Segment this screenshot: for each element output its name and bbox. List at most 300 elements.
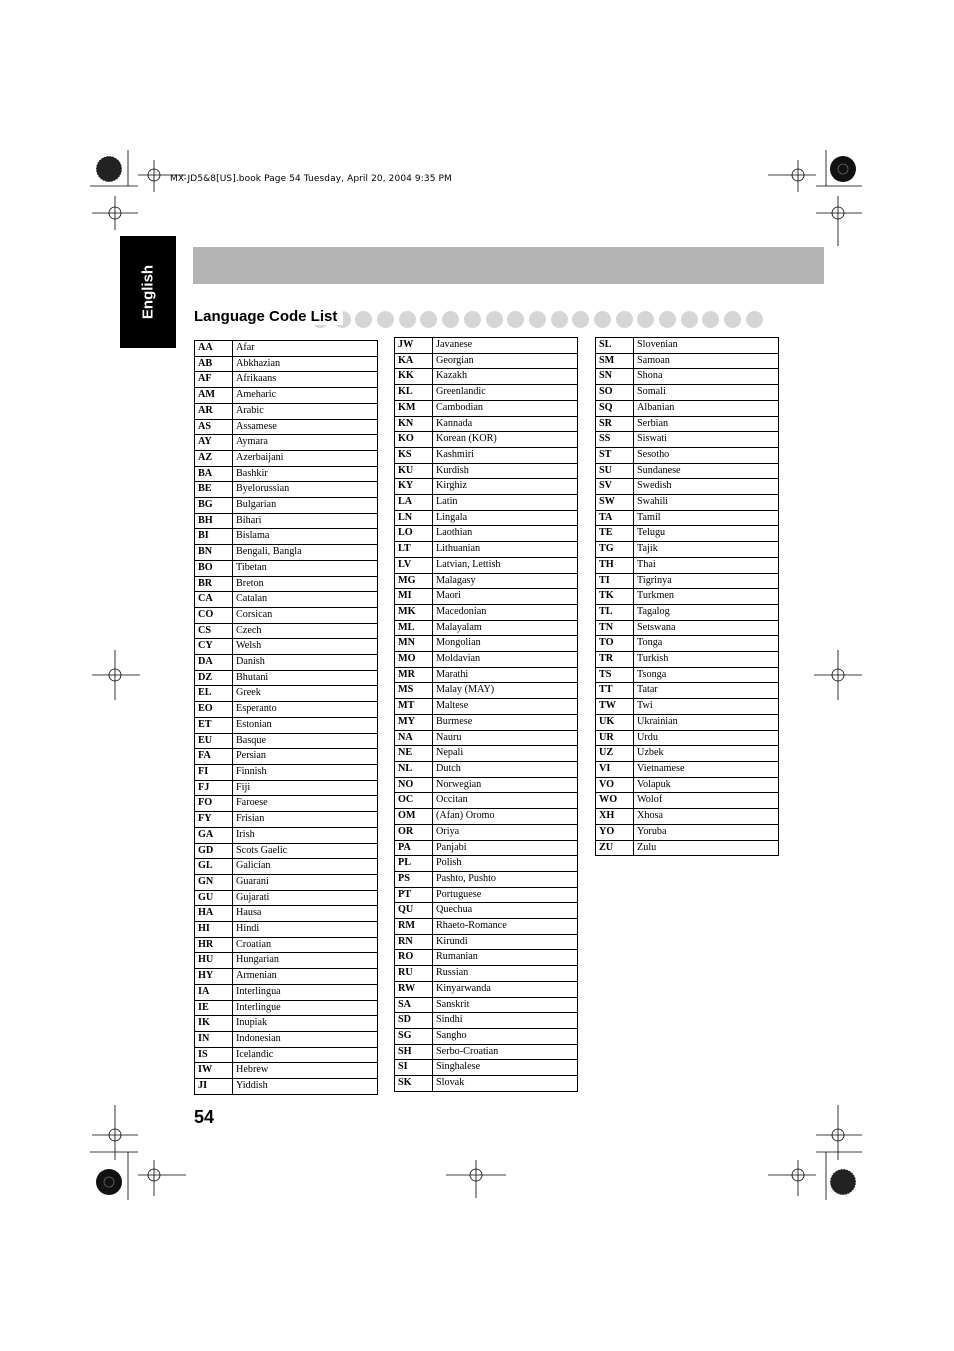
language-code: TK	[596, 589, 634, 605]
language-name: Bhutani	[233, 670, 378, 686]
language-name: Icelandic	[233, 1047, 378, 1063]
table-row	[596, 416, 779, 432]
code-table-3	[595, 337, 779, 856]
table-row	[395, 777, 578, 793]
language-code: IA	[195, 984, 233, 1000]
table-row	[395, 950, 578, 966]
language-code: CY	[195, 639, 233, 655]
table-row	[395, 526, 578, 542]
language-code: AB	[195, 356, 233, 372]
language-code: BN	[195, 545, 233, 561]
language-name: Sangho	[433, 1028, 578, 1044]
language-name: Maori	[433, 589, 578, 605]
table-row	[596, 573, 779, 589]
language-code: TT	[596, 683, 634, 699]
language-code: AM	[195, 388, 233, 404]
language-code: FA	[195, 749, 233, 765]
decorative-dot	[377, 311, 394, 328]
table-row	[596, 526, 779, 542]
language-name: Albanian	[634, 400, 779, 416]
language-name: Zulu	[634, 840, 779, 856]
language-code: GA	[195, 827, 233, 843]
side-tab-label: English	[139, 264, 157, 320]
table-row	[195, 1047, 378, 1063]
table-row	[596, 824, 779, 840]
table-row	[195, 859, 378, 875]
language-name: Yoruba	[634, 824, 779, 840]
decorative-dot	[659, 311, 676, 328]
language-name: Georgian	[433, 353, 578, 369]
language-name: Kirghiz	[433, 479, 578, 495]
table-row	[195, 812, 378, 828]
language-name: Guarani	[233, 874, 378, 890]
language-name: Czech	[233, 623, 378, 639]
language-name: Bengali, Bangla	[233, 545, 378, 561]
table-row	[596, 840, 779, 856]
table-row	[596, 447, 779, 463]
table-row	[596, 353, 779, 369]
table-row	[395, 510, 578, 526]
language-code: KY	[395, 479, 433, 495]
language-name: Persian	[233, 749, 378, 765]
language-code: TN	[596, 620, 634, 636]
language-code: UK	[596, 714, 634, 730]
language-code: KK	[395, 369, 433, 385]
language-name: Cambodian	[433, 400, 578, 416]
decorative-dot	[616, 311, 633, 328]
table-row	[596, 542, 779, 558]
table-row	[395, 840, 578, 856]
language-name: Indonesian	[233, 1031, 378, 1047]
table-row	[195, 874, 378, 890]
language-code: LO	[395, 526, 433, 542]
table-row	[395, 652, 578, 668]
table-row	[395, 557, 578, 573]
table-row	[395, 604, 578, 620]
page-number: 54	[194, 1107, 215, 1127]
language-code: LN	[395, 510, 433, 526]
language-code: SV	[596, 479, 634, 495]
table-row	[195, 1000, 378, 1016]
decorative-dot	[746, 311, 763, 328]
language-name: Faroese	[233, 796, 378, 812]
language-code: FO	[195, 796, 233, 812]
language-code: NA	[395, 730, 433, 746]
table-row	[195, 827, 378, 843]
language-code: HA	[195, 906, 233, 922]
language-name: Aymara	[233, 435, 378, 451]
language-name: Bihari	[233, 513, 378, 529]
language-name: Malay (MAY)	[433, 683, 578, 699]
table-row	[195, 843, 378, 859]
decorative-dot	[464, 311, 481, 328]
language-code: ET	[195, 717, 233, 733]
language-name: Tsonga	[634, 667, 779, 683]
language-name: Afrikaans	[233, 372, 378, 388]
language-name: Bulgarian	[233, 498, 378, 514]
language-code: AS	[195, 419, 233, 435]
language-name: Yiddish	[233, 1079, 378, 1095]
language-code: MK	[395, 604, 433, 620]
language-name: Tagalog	[634, 604, 779, 620]
table-row	[596, 495, 779, 511]
language-name: Tigrinya	[634, 573, 779, 589]
language-name: Ameharic	[233, 388, 378, 404]
language-name: Turkish	[634, 652, 779, 668]
language-name: Corsican	[233, 607, 378, 623]
section-title: Language Code List	[194, 308, 343, 325]
language-code: CS	[195, 623, 233, 639]
language-name: Siswati	[634, 432, 779, 448]
language-code: SW	[596, 495, 634, 511]
table-row	[596, 652, 779, 668]
language-code: SU	[596, 463, 634, 479]
language-name: Azerbaijani	[233, 450, 378, 466]
decorative-dot	[529, 311, 546, 328]
language-code: NE	[395, 746, 433, 762]
table-row	[195, 764, 378, 780]
language-code: FI	[195, 764, 233, 780]
language-code: MR	[395, 667, 433, 683]
language-name: Russian	[433, 966, 578, 982]
table-row	[596, 604, 779, 620]
language-code: YO	[596, 824, 634, 840]
language-code: IE	[195, 1000, 233, 1016]
table-row	[596, 809, 779, 825]
table-row	[195, 702, 378, 718]
language-name: Serbian	[634, 416, 779, 432]
language-side-tab	[120, 236, 176, 348]
language-code: SQ	[596, 400, 634, 416]
language-code: IW	[195, 1063, 233, 1079]
language-name: Tatar	[634, 683, 779, 699]
table-row	[195, 733, 378, 749]
language-name: Norwegian	[433, 777, 578, 793]
table-row	[395, 981, 578, 997]
language-code: MY	[395, 714, 433, 730]
language-code: BA	[195, 466, 233, 482]
table-row	[395, 730, 578, 746]
table-row	[195, 655, 378, 671]
language-code: EU	[195, 733, 233, 749]
language-name: Serbo-Croatian	[433, 1044, 578, 1060]
table-row	[395, 761, 578, 777]
decorative-dot	[420, 311, 437, 328]
language-name: Volapuk	[634, 777, 779, 793]
language-code: BE	[195, 482, 233, 498]
table-row	[195, 796, 378, 812]
language-name: Twi	[634, 699, 779, 715]
language-name: Tibetan	[233, 560, 378, 576]
table-row	[195, 670, 378, 686]
table-row	[195, 576, 378, 592]
language-name: Ukrainian	[634, 714, 779, 730]
table-row	[395, 699, 578, 715]
language-code: ML	[395, 620, 433, 636]
table-row	[395, 369, 578, 385]
table-row	[395, 385, 578, 401]
language-code: EO	[195, 702, 233, 718]
table-row	[395, 887, 578, 903]
table-row	[195, 466, 378, 482]
table-row	[395, 667, 578, 683]
language-name: Malayalam	[433, 620, 578, 636]
language-code: ST	[596, 447, 634, 463]
table-row	[395, 856, 578, 872]
decorative-dot	[702, 311, 719, 328]
language-name: Interlingua	[233, 984, 378, 1000]
language-code: RU	[395, 966, 433, 982]
language-code: RO	[395, 950, 433, 966]
language-name: Rumanian	[433, 950, 578, 966]
language-code: ZU	[596, 840, 634, 856]
language-name: Interlingue	[233, 1000, 378, 1016]
language-code: SH	[395, 1044, 433, 1060]
language-code: JI	[195, 1079, 233, 1095]
decorative-dot	[594, 311, 611, 328]
table-row	[596, 557, 779, 573]
language-code: AF	[195, 372, 233, 388]
language-name: Rhaeto-Romance	[433, 919, 578, 935]
table-row	[395, 1028, 578, 1044]
language-code: SO	[596, 385, 634, 401]
table-row	[395, 353, 578, 369]
language-code: PT	[395, 887, 433, 903]
table-row	[395, 447, 578, 463]
language-code: GU	[195, 890, 233, 906]
language-name: Latvian, Lettish	[433, 557, 578, 573]
table-row	[596, 369, 779, 385]
language-code: MN	[395, 636, 433, 652]
language-name: Kannada	[433, 416, 578, 432]
table-row	[395, 495, 578, 511]
table-row	[596, 730, 779, 746]
language-name: Javanese	[433, 338, 578, 354]
language-name: Laothian	[433, 526, 578, 542]
table-row	[395, 1044, 578, 1060]
language-code: LV	[395, 557, 433, 573]
language-name: Breton	[233, 576, 378, 592]
table-row	[195, 717, 378, 733]
language-name: Hungarian	[233, 953, 378, 969]
language-code: UZ	[596, 746, 634, 762]
language-name: Welsh	[233, 639, 378, 655]
language-code: VO	[596, 777, 634, 793]
language-name: Swahili	[634, 495, 779, 511]
language-code: MO	[395, 652, 433, 668]
language-code: QU	[395, 903, 433, 919]
language-code: SM	[596, 353, 634, 369]
language-code: AR	[195, 403, 233, 419]
language-code: RM	[395, 919, 433, 935]
language-code: NL	[395, 761, 433, 777]
language-code: EL	[195, 686, 233, 702]
language-code: TI	[596, 573, 634, 589]
decorative-dot	[681, 311, 698, 328]
language-code: FJ	[195, 780, 233, 796]
language-name: Setswana	[634, 620, 779, 636]
language-name: Swedish	[634, 479, 779, 495]
language-name: Pashto, Pushto	[433, 871, 578, 887]
table-row	[195, 372, 378, 388]
language-code: MI	[395, 589, 433, 605]
language-name: Afar	[233, 341, 378, 357]
table-row	[395, 966, 578, 982]
language-code: HR	[195, 937, 233, 953]
language-code: AA	[195, 341, 233, 357]
language-code: TG	[596, 542, 634, 558]
language-name: Uzbek	[634, 746, 779, 762]
language-code: SS	[596, 432, 634, 448]
language-name: Greek	[233, 686, 378, 702]
language-code: MG	[395, 573, 433, 589]
table-row	[596, 699, 779, 715]
language-code: IK	[195, 1016, 233, 1032]
language-code: SR	[596, 416, 634, 432]
language-name: Estonian	[233, 717, 378, 733]
language-name: Wolof	[634, 793, 779, 809]
table-row	[195, 341, 378, 357]
language-name: Slovak	[433, 1076, 578, 1092]
language-code: TE	[596, 526, 634, 542]
table-row	[195, 623, 378, 639]
language-name: Slovenian	[634, 338, 779, 354]
language-code: OC	[395, 793, 433, 809]
language-code: SK	[395, 1076, 433, 1092]
language-code: TL	[596, 604, 634, 620]
language-code: HY	[195, 969, 233, 985]
table-row	[596, 589, 779, 605]
table-row	[596, 479, 779, 495]
language-code: CO	[195, 607, 233, 623]
table-row	[195, 984, 378, 1000]
table-row	[195, 435, 378, 451]
language-name: Maltese	[433, 699, 578, 715]
table-row	[195, 906, 378, 922]
language-code: GD	[195, 843, 233, 859]
language-name: Singhalese	[433, 1060, 578, 1076]
table-row	[395, 400, 578, 416]
language-code: AY	[195, 435, 233, 451]
table-row	[195, 937, 378, 953]
language-code: PA	[395, 840, 433, 856]
table-row	[395, 338, 578, 354]
language-name: Panjabi	[433, 840, 578, 856]
table-row	[395, 542, 578, 558]
table-row	[195, 356, 378, 372]
language-code: KL	[395, 385, 433, 401]
table-row	[195, 922, 378, 938]
language-name: Finnish	[233, 764, 378, 780]
language-code: KM	[395, 400, 433, 416]
language-name: Inupiak	[233, 1016, 378, 1032]
language-name: Nauru	[433, 730, 578, 746]
language-code: PS	[395, 871, 433, 887]
table-row	[596, 746, 779, 762]
table-row	[596, 714, 779, 730]
language-code: WO	[596, 793, 634, 809]
table-row	[195, 1031, 378, 1047]
table-row	[195, 450, 378, 466]
language-name: Tajik	[634, 542, 779, 558]
language-name: (Afan) Oromo	[433, 809, 578, 825]
language-name: Shona	[634, 369, 779, 385]
language-code: SG	[395, 1028, 433, 1044]
table-row	[596, 510, 779, 526]
language-code: BG	[195, 498, 233, 514]
table-row	[596, 385, 779, 401]
language-name: Occitan	[433, 793, 578, 809]
language-name: Samoan	[634, 353, 779, 369]
table-row	[596, 338, 779, 354]
language-code: BR	[195, 576, 233, 592]
table-row	[195, 388, 378, 404]
table-row	[395, 636, 578, 652]
language-code: KA	[395, 353, 433, 369]
language-name: Thai	[634, 557, 779, 573]
language-code: MT	[395, 699, 433, 715]
language-name: Vietnamese	[634, 761, 779, 777]
language-code: VI	[596, 761, 634, 777]
language-name: Hausa	[233, 906, 378, 922]
language-name: Kirundi	[433, 934, 578, 950]
language-name: Kazakh	[433, 369, 578, 385]
language-code: KN	[395, 416, 433, 432]
table-row	[195, 890, 378, 906]
table-row	[195, 592, 378, 608]
language-code: NO	[395, 777, 433, 793]
language-name: Bashkir	[233, 466, 378, 482]
language-name: Xhosa	[634, 809, 779, 825]
language-name: Burmese	[433, 714, 578, 730]
language-name: Polish	[433, 856, 578, 872]
language-name: Marathi	[433, 667, 578, 683]
table-row	[395, 746, 578, 762]
table-row	[395, 934, 578, 950]
table-row	[195, 498, 378, 514]
language-name: Lingala	[433, 510, 578, 526]
language-name: Somali	[634, 385, 779, 401]
language-code: AZ	[195, 450, 233, 466]
language-name: Nepali	[433, 746, 578, 762]
decorative-dot	[399, 311, 416, 328]
language-name: Esperanto	[233, 702, 378, 718]
table-row	[395, 1013, 578, 1029]
table-row	[395, 432, 578, 448]
decorative-dot	[442, 311, 459, 328]
language-name: Tonga	[634, 636, 779, 652]
table-row	[195, 969, 378, 985]
table-row	[596, 761, 779, 777]
language-name: Malagasy	[433, 573, 578, 589]
decorative-dot	[637, 311, 654, 328]
decorative-dot	[572, 311, 589, 328]
table-row	[395, 714, 578, 730]
language-name: Kinyarwanda	[433, 981, 578, 997]
table-row	[195, 482, 378, 498]
table-row	[395, 809, 578, 825]
table-row	[195, 953, 378, 969]
language-code: LT	[395, 542, 433, 558]
language-name: Portuguese	[433, 887, 578, 903]
language-code: JW	[395, 338, 433, 354]
print-header: MX-JD5&8[US].book Page 54 Tuesday, April 20, 2004 9:35 PM	[170, 174, 452, 184]
table-row	[596, 463, 779, 479]
table-row	[395, 903, 578, 919]
table-row	[395, 620, 578, 636]
language-code: UR	[596, 730, 634, 746]
language-code: XH	[596, 809, 634, 825]
